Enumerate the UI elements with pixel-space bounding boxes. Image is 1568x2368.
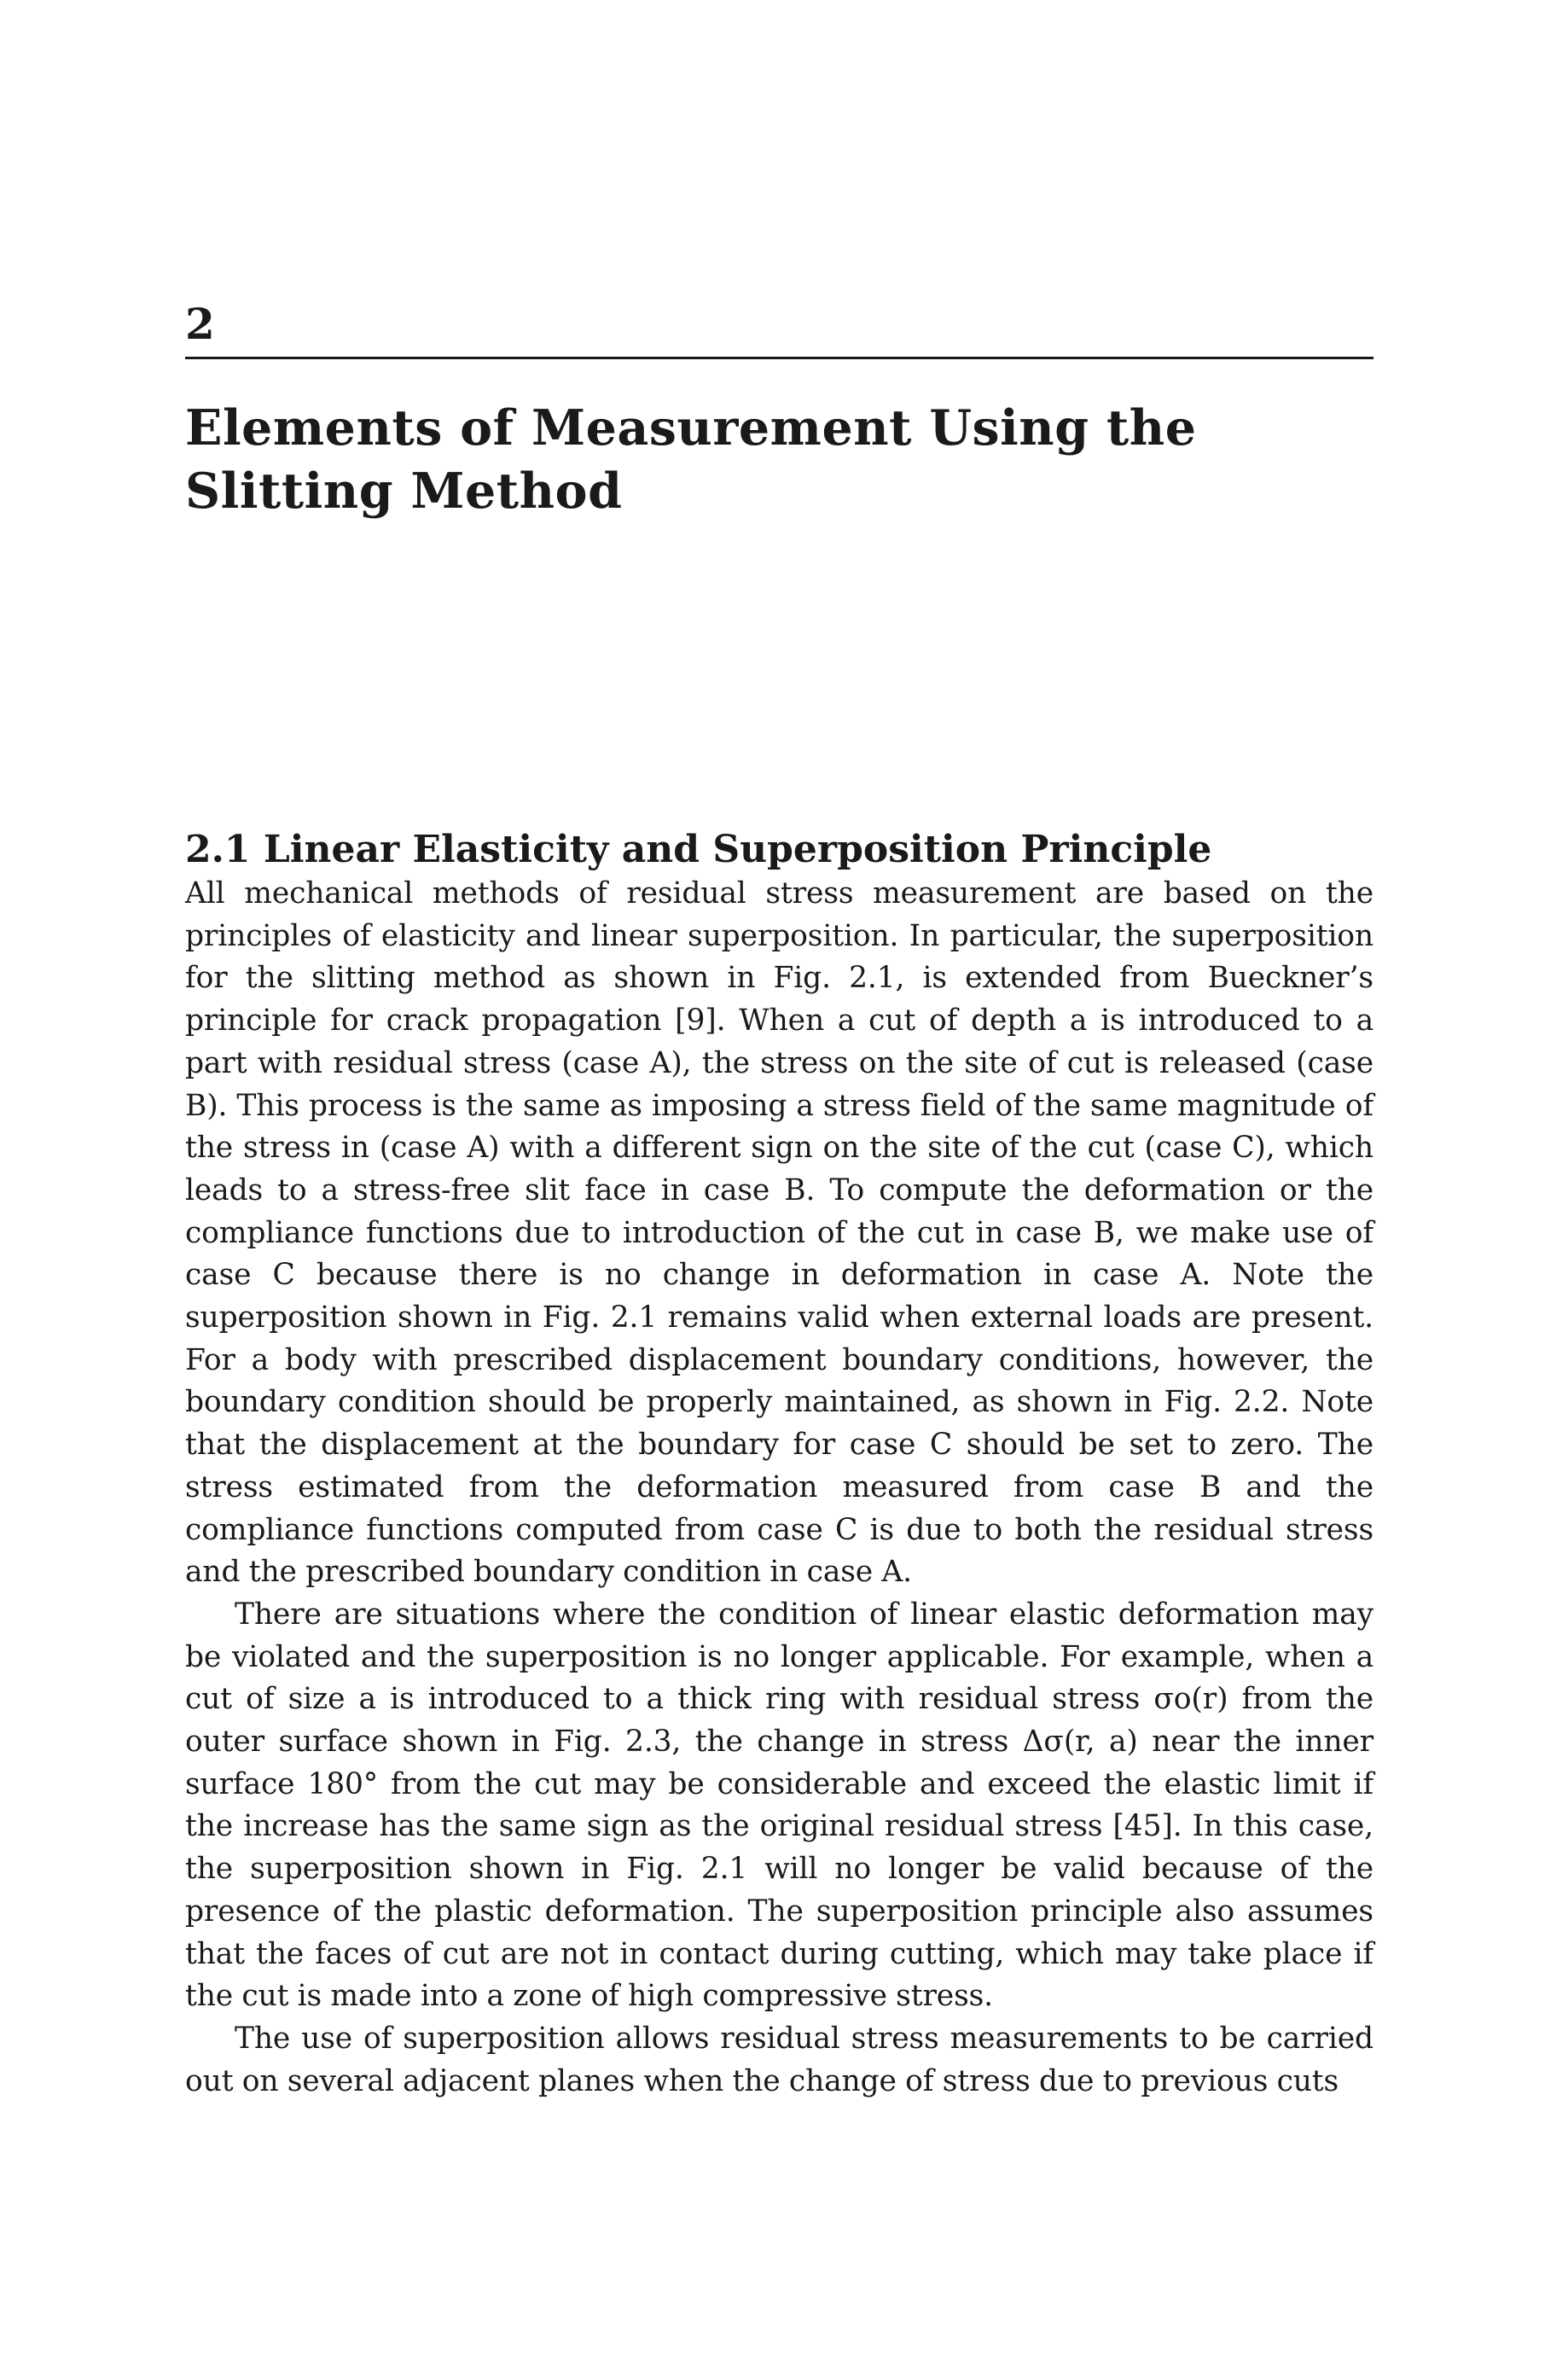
chapter-number: 2 <box>185 299 215 349</box>
body-text <box>185 873 1373 2103</box>
section-heading: 2.1 Linear Elasticity and Superposition Principle <box>185 828 1212 871</box>
chapter-title: Elements of Measurement Using the Slitting Method <box>185 399 1197 520</box>
paragraph-2: There are situations where the condition of linear elastic deformation may be violated and the superposition is no longer applicable. For example, when a cut of size a is introduced to a thick ring with residual stress σo(r) from the outer surface shown in Fig. 2.3, the change in stress Δσ(r, a) near the inner surface 180° from the cut may be considerable and exceed the elastic limit if the increase has the same sign as the original residual stress [45]. In this case, the superposition shown in Fig. 2.1 will no longer be valid because of the presence of the plastic deformation. The superposition principle also assumes that the faces of cut are not in contact during cutting, which may take place if the cut is made into a zone of high compressive stress. <box>185 1597 1373 2014</box>
chapter-divider <box>185 357 1373 359</box>
paragraph-1: All mechanical methods of residual stress measurement are based on the principles of elasticity and linear superposition. In particular, the superposition for the slitting method as shown in Fig. 2.1, is extended from Bueckner’s principle for crack propagation [9]. When a cut of depth a is introduced to a part with residual stress (case A), the stress on the site of cut is released (case B). This process is the same as imposing a stress field of the same magnitude of the stress in (case A) with a different sign on the site of the cut (case C), which leads to a stress-free slit face in case B. To compute the deformation or the compliance functions due to introduction of the cut in case B, we make use of case C because there is no change in deformation in case A. Note the superposition shown in Fig. 2.1 remains valid when external loads are present. For a body with prescribed displacement boundary conditions, however, the boundary condition should be properly maintained, as shown in Fig. 2.2. Note that the displacement at the boundary for case C should be set to zero. The stress estimated from the deformation measured from case B and the compliance functions computed from case C is due to both the residual stress and the prescribed boundary condition in case A. <box>185 876 1373 1590</box>
paragraph-3: The use of superposition allows residual stress measurements to be carried out on several adjacent planes when the change of stress due to previous cuts <box>185 2021 1373 2098</box>
